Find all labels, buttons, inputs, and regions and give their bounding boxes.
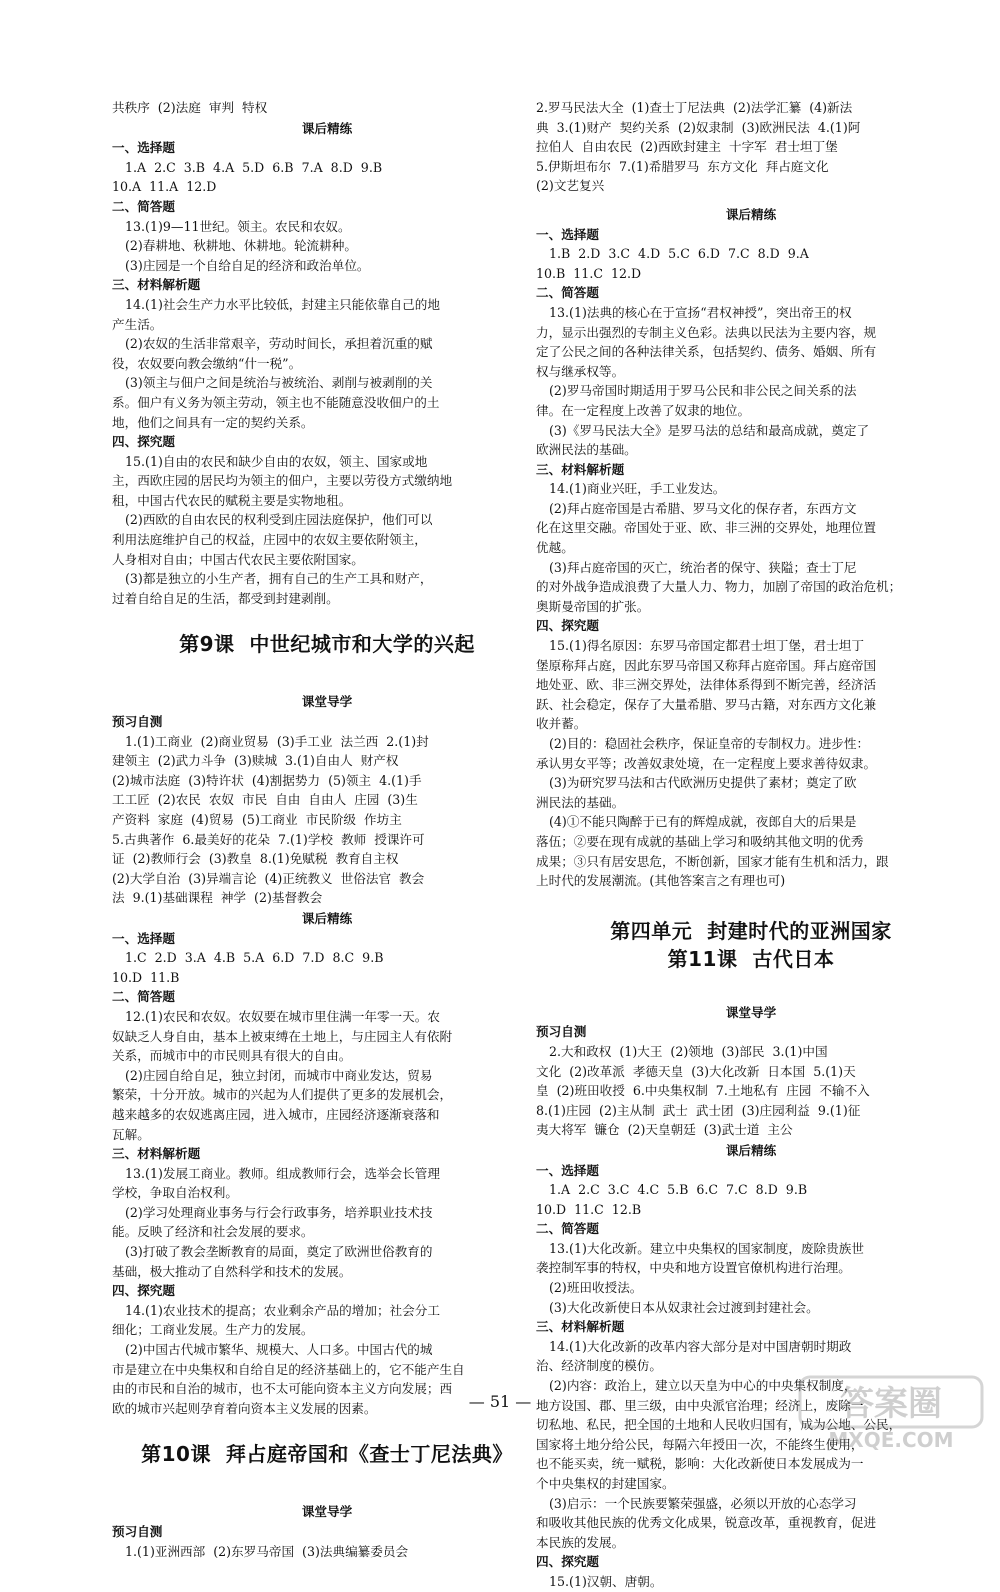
text-line: 由的市民和自治的城市，也不太可能向资本主义方向发展；西 xyxy=(112,1381,453,1397)
text-line: 欧的城市兴起则孕育着向资本主义发展的因素。 xyxy=(112,1400,377,1416)
text-line: (3)大化改新使日本从奴隶社会过渡到封建社会。 xyxy=(549,1299,819,1315)
text-line: 14.(1)社会生产力水平比较低，封建主只能依靠自己的地 xyxy=(125,296,440,312)
text-line: 皇 (2)班田收授 6.中央集权制 7.土地私有 庄园 不输不入 xyxy=(536,1083,870,1099)
question-type-heading: 二、简答题 xyxy=(112,198,175,214)
text-line: 国家将土地分给公民，每隔六年授田一次，不能终生使用， xyxy=(536,1436,864,1452)
section-subheading: 课堂导学 xyxy=(301,694,353,710)
text-line: 10.A 11.A 12.D xyxy=(112,179,217,195)
text-line: 1.C 2.D 3.A 4.B 5.A 6.D 7.D 8.C 9.B xyxy=(125,950,384,966)
question-type-heading: 一、选择题 xyxy=(112,930,175,946)
text-line: 主，西欧庄园的居民均为领主的佃户，主要以劳役方式缴纳地 xyxy=(112,473,453,489)
text-line: 学校，争取自治权利。 xyxy=(112,1185,238,1201)
text-line: 收并蓄。 xyxy=(536,716,587,732)
text-line: 10.B 11.C 12.D xyxy=(536,265,642,281)
text-line: 袭控制军事的特权，中央和地方设置官僚机构进行治理。 xyxy=(536,1260,851,1276)
page-number: — 51 — xyxy=(468,1392,532,1411)
question-type-heading: 三、材料解析题 xyxy=(112,277,201,293)
text-line: 8.(1)庄园 (2)主从制 武士 武士团 (3)庄园利益 9.(1)征 xyxy=(536,1102,861,1118)
text-line: 能。反映了经济和社会发展的要求。 xyxy=(112,1224,314,1240)
text-line: 跃、社会稳定，保存了大量希腊、罗马古籍，对东西方文化兼 xyxy=(536,696,877,712)
text-line: 化在这里交融。帝国处于亚、欧、非三洲的交界处，地理位置 xyxy=(536,520,877,536)
lesson-title: 第11课 古代日本 xyxy=(667,946,835,971)
text-line: 14.(1)农业技术的提高；农业剩余产品的增加；社会分工 xyxy=(125,1302,440,1318)
text-line: 利用法庭维护自己的权益，庄园中的农奴主要依附领主， xyxy=(112,532,427,548)
text-line: 也不能买卖，统一赋税，影响：大化改新使日本发展成为一 xyxy=(536,1456,864,1472)
text-line: 个中央集权的封建国家。 xyxy=(536,1476,675,1491)
text-line: (2)西欧的自由农民的权利受到庄园法庭保护，他们可以 xyxy=(125,512,433,528)
text-line: 10.D 11.C 12.B xyxy=(536,1201,642,1217)
text-line: 系。佃户有义务为领主劳动，领主也不能随意没收佃户的土 xyxy=(112,394,440,410)
text-line: (4)①不能只陶醉于已有的辉煌成就，夜郎自大的后果是 xyxy=(549,814,857,830)
section-subheading: 课后精练 xyxy=(725,206,777,222)
text-line: 文化 (2)改革派 孝德天皇 (3)大化改新 日本国 5.(1)天 xyxy=(536,1063,856,1079)
watermark-text: 答案圈 xyxy=(840,1384,942,1424)
text-line: 力，显示出强烈的专制主义色彩。法典以民法为主要内容，规 xyxy=(536,324,877,340)
text-line: 奴缺乏人身自由，基本上被束缚在土地上，与庄园主人有依附 xyxy=(112,1028,453,1044)
text-line: (3)都是独立的小生产者，拥有自己的生产工具和财产， xyxy=(125,571,433,587)
text-line: 夷大将军 镰仓 (2)天皇朝廷 (3)武士道 主公 xyxy=(536,1122,793,1138)
text-line: 10.D 11.B xyxy=(112,969,180,985)
text-line: (2)内容：政治上，建立以天皇为中心的中央集权制度， xyxy=(549,1378,857,1394)
text-line: 上时代的发展潮流。(其他答案言之有理也可) xyxy=(536,873,786,889)
section-subheading: 课堂导学 xyxy=(725,1004,777,1020)
text-line: 的对外战争造成浪费了大量人力、物力，加剧了帝国的政治危机； xyxy=(536,579,902,595)
text-line: 14.(1)大化改新的改革内容大部分是对中国唐朝时期政 xyxy=(549,1338,852,1354)
text-line: 关系，而城市中的市民则具有很大的自由。 xyxy=(112,1048,352,1064)
question-type-heading: 预习自测 xyxy=(112,714,163,730)
question-type-heading: 四、探究题 xyxy=(536,1554,599,1570)
question-type-heading: 二、简答题 xyxy=(112,989,175,1005)
text-line: 地处亚、欧、非三洲交界处，法律体系得到不断完善，经济活 xyxy=(536,677,877,693)
text-line: 1.A 2.C 3.B 4.A 5.D 6.B 7.A 8.D 9.B xyxy=(125,159,383,175)
text-line: 律。在一定程度上改善了奴隶的地位。 xyxy=(536,402,751,418)
lesson-title: 第10课 拜占庭帝国和《查士丁尼法典》 xyxy=(141,1442,513,1467)
text-line: 过着自给自足的生活，都受到封建剥削。 xyxy=(112,590,339,606)
unit-title: 第四单元 封建时代的亚洲国家 xyxy=(610,918,892,943)
text-line: 地方设国、郡、里三级，由中央派官治理；经济上，废除一 xyxy=(536,1397,864,1413)
question-type-heading: 三、材料解析题 xyxy=(112,1146,201,1162)
text-line: (2)罗马帝国时期适用于罗马公民和非公民之间关系的法 xyxy=(549,383,857,399)
question-type-heading: 四、探究题 xyxy=(112,434,175,450)
text-line: 成果；③只有居安思危，不断创新，国家才能有生机和活力，跟 xyxy=(536,853,889,869)
question-type-heading: 预习自测 xyxy=(536,1024,587,1040)
text-line: (2)庄园自给自足，独立封闭，而城市中商业发达，贸易 xyxy=(125,1067,433,1083)
text-line: 瓦解。 xyxy=(112,1126,150,1142)
text-line: 落伍；②要在现有成就的基础上学习和吸纳其他文明的优秀 xyxy=(536,833,864,849)
text-line: 2.罗马民法大全 (1)查士丁尼法典 (2)法学汇纂 (4)新法 xyxy=(536,100,853,115)
text-line: (2)拜占庭帝国是古希腊、罗马文化的保存者，东西方文 xyxy=(549,500,857,516)
text-line: (2)城市法庭 (3)特许状 (4)割据势力 (5)领主 4.(1)手 xyxy=(112,772,422,788)
text-line: 越来越多的农奴逃离庄园，进入城市，庄园经济逐渐衰落和 xyxy=(112,1106,440,1122)
text-line: 1.(1)亚洲西部 (2)东罗马帝国 (3)法典编纂委员会 xyxy=(125,1543,409,1559)
text-line: 奥斯曼帝国的扩张。 xyxy=(536,598,650,614)
text-line: 和吸收其他民族的优秀文化成果，锐意改革，重视教育，促进 xyxy=(536,1515,877,1531)
text-line: 堡原称拜占庭，因此东罗马帝国又称拜占庭帝国。拜占庭帝国 xyxy=(536,657,877,673)
question-type-heading: 三、材料解析题 xyxy=(536,461,625,477)
text-line: 5.古典著作 6.最美好的花朵 7.(1)学校 教师 授课许可 xyxy=(112,831,425,847)
text-line: (2)目的：稳固社会秩序，保证皇帝的专制权力。进步性： xyxy=(549,736,870,751)
text-line: 13.(1)法典的核心在于宣扬“君权神授”，突出帝王的权 xyxy=(549,304,852,320)
text-line: 典 3.(1)财产 契约关系 (2)奴隶制 (3)欧洲民法 4.(1)阿 xyxy=(536,119,861,135)
text-line: 1.(1)工商业 (2)商业贸易 (3)手工业 法兰西 2.(1)封 xyxy=(125,733,429,749)
section-subheading: 课后精练 xyxy=(301,910,353,926)
watermark-url: MXQE.COM xyxy=(828,1428,954,1451)
text-line: 1.A 2.C 3.C 4.C 5.B 6.C 7.C 8.D 9.B xyxy=(549,1182,808,1198)
question-type-heading: 二、简答题 xyxy=(536,1221,599,1237)
question-type-heading: 四、探究题 xyxy=(536,618,599,634)
text-line: 产资料 家庭 (4)贸易 (5)工商业 市民阶级 作坊主 xyxy=(112,812,402,827)
text-line: 定了公民之间的各种法律关系，包括契约、债务、婚姻、所有 xyxy=(536,344,877,360)
text-line: 15.(1)得名原因：东罗马帝国定都君士坦丁堡，君士坦丁 xyxy=(549,638,864,654)
section-subheading: 课后精练 xyxy=(301,120,353,136)
text-line: (3)拜占庭帝国的灭亡，统治者的保守、狭隘；查士丁尼 xyxy=(549,559,857,575)
text-line: (2)学习处理商业事务与行会行政事务，培养职业技术技 xyxy=(125,1204,433,1220)
text-line: (2)农奴的生活非常艰辛，劳动时间长，承担着沉重的赋 xyxy=(125,336,433,352)
section-subheading: 课后精练 xyxy=(725,1142,777,1158)
text-line: 洲民法的基础。 xyxy=(536,794,625,810)
text-line: (2)中国古代城市繁华、规模大、人口多。中国古代的城 xyxy=(125,1342,433,1358)
watermark-logo xyxy=(796,1373,986,1451)
text-line: 13.(1)9—11世纪。领主。农民和农奴。 xyxy=(125,218,351,234)
text-line: (2)大学自治 (3)异端言论 (4)正统教义 世俗法官 教会 xyxy=(112,870,425,886)
text-line: 基础，极大推动了自然科学和技术的发展。 xyxy=(112,1263,352,1279)
text-line: 共秩序 (2)法庭 审判 特权 xyxy=(112,100,268,115)
text-line: 法 9.(1)基础课程 神学 (2)基督教会 xyxy=(112,890,323,906)
right-column xyxy=(536,98,966,1592)
text-line: (3)《罗马民法大全》是罗马法的总结和最高成就，奠定了 xyxy=(549,422,870,438)
text-line: 优越。 xyxy=(536,540,574,556)
text-line: 治、经济制度的模仿。 xyxy=(536,1358,662,1374)
text-line: 13.(1)发展工商业。教师。组成教师行会，选举会长管理 xyxy=(125,1165,440,1181)
text-line: (2)文艺复兴 xyxy=(536,178,605,194)
text-line: 证 (2)教师行会 (3)教皇 8.(1)免赋税 教育自主权 xyxy=(112,851,399,867)
text-line: 12.(1)农民和农奴。农奴要在城市里住满一年零一天。农 xyxy=(125,1008,440,1024)
question-type-heading: 一、选择题 xyxy=(536,226,599,242)
text-line: (3)打破了教会垄断教育的局面，奠定了欧洲世俗教育的 xyxy=(125,1244,433,1260)
spacer xyxy=(536,196,966,204)
text-line: 地，他们之间具有一定的契约关系。 xyxy=(112,414,314,430)
text-line: 役，农奴要向教会缴纳“什一税”。 xyxy=(112,355,302,371)
text-line: 2.大和政权 (1)大王 (2)领地 (3)部民 3.(1)中国 xyxy=(549,1043,828,1059)
text-line: 产生活。 xyxy=(112,316,163,332)
text-line: (2)班田收授法。 xyxy=(549,1280,643,1296)
text-line: 建领主 (2)武力斗争 (3)赎城 3.(1)自由人 财产权 xyxy=(112,753,399,769)
text-line: 本民族的发展。 xyxy=(536,1534,625,1550)
text-line: 承认男女平等；改善奴隶处境，在一定程度上要求善待奴隶。 xyxy=(536,755,877,771)
lesson-title: 第9课 中世纪城市和大学的兴起 xyxy=(179,632,475,657)
text-line: 租，中国古代农民的赋税主要是实物地租。 xyxy=(112,492,352,508)
text-line: 工工匠 (2)农民 农奴 市民 自由 自由人 庄园 (3)生 xyxy=(112,792,418,808)
text-line: 13.(1)大化改新。建立中央集权的国家制度，废除贵族世 xyxy=(549,1240,864,1256)
text-line: 14.(1)商业兴旺，手工业发达。 xyxy=(549,481,726,497)
text-line: 拉伯人 自由农民 (2)西欧封建主 十字军 君士坦丁堡 xyxy=(536,139,838,155)
text-line: (3)启示：一个民族要繁荣强盛，必须以开放的心态学习 xyxy=(549,1495,857,1511)
text-line: 细化；工商业发展。生产力的发展。 xyxy=(112,1322,314,1338)
question-type-heading: 预习自测 xyxy=(112,1524,163,1539)
left-column xyxy=(112,98,542,1561)
question-type-heading: 一、选择题 xyxy=(112,140,175,156)
text-line: 权与继承权等。 xyxy=(536,363,625,379)
section-subheading: 课堂导学 xyxy=(301,1504,353,1520)
question-type-heading: 二、简答题 xyxy=(536,285,599,301)
question-type-heading: 三、材料解析题 xyxy=(536,1319,625,1335)
text-line: 切私地、私民，把全国的土地和人民收归国有，成为公地、公民， xyxy=(536,1417,902,1433)
question-type-heading: 四、探究题 xyxy=(112,1283,175,1299)
text-line: 市是建立在中央集权和自给自足的经济基础上的，它不能产生自 xyxy=(112,1361,465,1377)
text-line: 5.伊斯坦布尔 7.(1)希腊罗马 东方文化 拜占庭文化 xyxy=(536,158,829,174)
text-line: 欧洲民法的基础。 xyxy=(536,442,637,458)
question-type-heading: 一、选择题 xyxy=(536,1162,599,1178)
text-line: 15.(1)自由的农民和缺少自由的农奴，领主、国家或地 xyxy=(125,453,428,469)
text-line: 1.B 2.D 3.C 4.D 5.C 6.D 7.C 8.D 9.A xyxy=(549,246,809,262)
text-line: 繁荣，十分开放。城市的兴起为人们提供了更多的发展机会， xyxy=(112,1087,453,1103)
text-line: (2)春耕地、秋耕地、休耕地。轮流耕种。 xyxy=(125,238,357,254)
text-line: (3)领主与佃户之间是统治与被统治、剥削与被剥削的关 xyxy=(125,375,433,391)
text-line: 15.(1)汉朝、唐朝。 xyxy=(549,1573,663,1589)
text-line: (3)庄园是一个自给自足的经济和政治单位。 xyxy=(125,257,370,273)
text-line: (3)为研究罗马法和古代欧洲历史提供了素材；奠定了欧 xyxy=(549,775,857,791)
text-line: 人身相对自由；中国古代农民主要依附国家。 xyxy=(112,551,364,567)
